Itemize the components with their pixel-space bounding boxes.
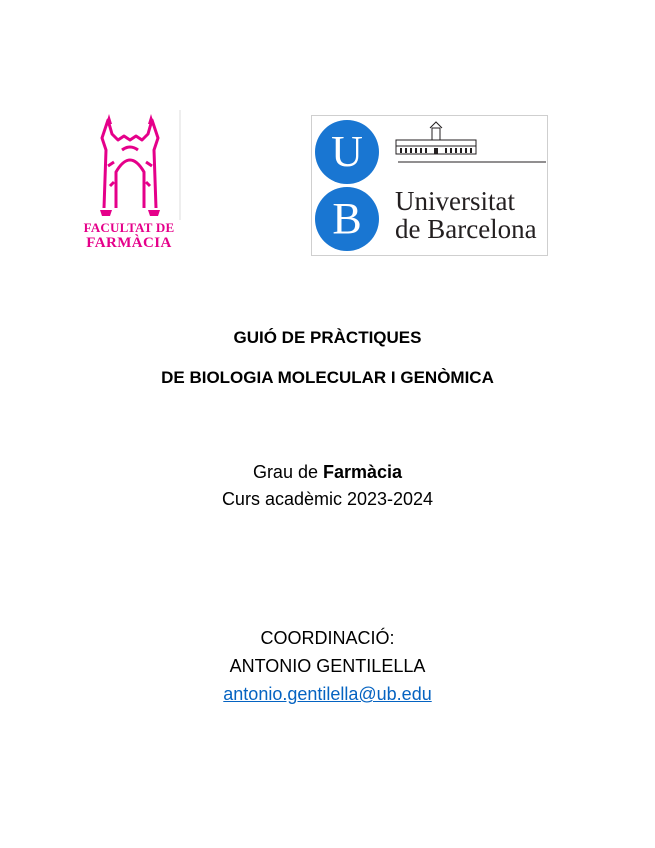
ub-letter-b: B [332, 194, 362, 243]
document-title-line1: GUIÓ DE PRÀCTIQUES [233, 328, 422, 347]
faculty-logo-line1: FACULTAT DE [83, 220, 175, 235]
ub-letter-u: U [331, 127, 363, 176]
degree-line [0, 462, 655, 483]
degree-name: Farmàcia [322, 462, 403, 482]
coordinator-email-line [0, 684, 655, 705]
degree-prefix: Grau de [252, 462, 323, 482]
faculty-gate-emblem-icon [80, 110, 182, 220]
coordinator-email-link[interactable]: antonio.gentilella@ub.edu [223, 684, 432, 704]
coordinator-name: ANTONIO GENTILELLA [229, 656, 426, 676]
university-logo [311, 115, 548, 256]
faculty-logo-line2: FARMÀCIA [86, 235, 172, 251]
university-name-line2: de Barcelona [395, 214, 537, 244]
document-title-line2: DE BIOLOGIA MOLECULAR I GENÒMICA [161, 368, 494, 387]
faculty-logo [80, 110, 182, 258]
university-name-line1: Universitat [395, 186, 515, 216]
coordination-label: COORDINACIÓ: [260, 628, 395, 648]
academic-year: Curs acadèmic 2023-2024 [221, 489, 434, 509]
